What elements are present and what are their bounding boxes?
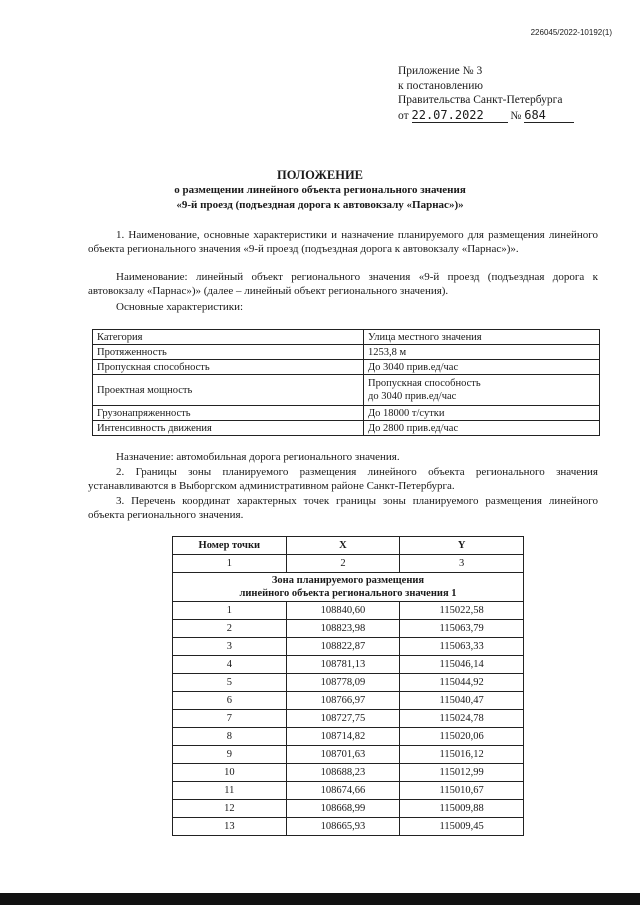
paragraph-2-text: Наименование: линейный объект регионального значения «9-й проезд (подъездная дорога к автовокзалу «Парнас»)» (далее – линейный объект регионального значения).: [88, 271, 598, 297]
paragraph-4-text: Назначение: автомобильная дорога регионального значения.: [116, 451, 400, 463]
x-value: 108840,60: [286, 602, 400, 620]
appendix-date: 22.07.2022: [412, 108, 508, 124]
char-value: Улица местного значения: [364, 330, 600, 345]
table-row: [93, 421, 600, 436]
y-value: 115009,45: [400, 818, 524, 836]
zone-title-line-1: Зона планируемого размещения: [271, 575, 425, 586]
char-value: 1253,8 м: [364, 345, 600, 360]
char-name: Проектная мощность: [93, 375, 364, 406]
x-value: 108665,93: [286, 818, 400, 836]
x-value: 108766,97: [286, 692, 400, 710]
paragraph-2: [88, 270, 598, 298]
char-name: Интенсивность движения: [93, 421, 364, 436]
table-row: [173, 656, 524, 674]
coordinates-table: [172, 536, 524, 836]
point-number: 9: [173, 746, 287, 764]
x-value: 108727,75: [286, 710, 400, 728]
x-value: 108778,09: [286, 674, 400, 692]
table-row: [173, 692, 524, 710]
scan-bottom-edge: [0, 893, 640, 905]
point-number: 6: [173, 692, 287, 710]
table-row: [173, 728, 524, 746]
y-value: 115009,88: [400, 800, 524, 818]
y-value: 115020,06: [400, 728, 524, 746]
point-number: 3: [173, 638, 287, 656]
char-value: До 2800 прив.ед/час: [364, 421, 600, 436]
x-value: 108701,63: [286, 746, 400, 764]
header-point-number: Номер точки: [173, 537, 287, 555]
y-value: 115063,33: [400, 638, 524, 656]
paragraph-6: [88, 494, 598, 522]
table-row: [173, 602, 524, 620]
char-value-line-1: Пропускная способность: [368, 378, 481, 389]
appendix-line-2: к постановлению: [398, 79, 483, 92]
header-y: Y: [400, 537, 524, 555]
table-row: [173, 674, 524, 692]
table-row: [93, 360, 600, 375]
index-cell: 2: [286, 555, 400, 573]
char-value-line-2: до 3040 прив.ед/час: [368, 391, 457, 402]
char-value: До 18000 т/сутки: [364, 406, 600, 421]
point-number: 5: [173, 674, 287, 692]
table-row: [173, 800, 524, 818]
point-number: 13: [173, 818, 287, 836]
zone-title-line-2: линейного объекта регионального значения 1: [239, 588, 457, 599]
x-value: 108822,87: [286, 638, 400, 656]
paragraph-3-text: Основные характеристики:: [116, 301, 244, 313]
x-value: 108668,99: [286, 800, 400, 818]
paragraph-5-text: 2. Границы зоны планируемого размещения линейного объекта регионального значения устанавливаются в Выборгском административном районе Санкт-Петербурга.: [88, 466, 598, 492]
table-row: [173, 764, 524, 782]
zone-title: [173, 573, 524, 602]
appendix-date-line: [398, 108, 574, 124]
paragraph-1: [88, 228, 598, 256]
char-name: Пропускная способность: [93, 360, 364, 375]
table-row: [173, 818, 524, 836]
y-value: 115016,12: [400, 746, 524, 764]
x-value: 108781,13: [286, 656, 400, 674]
char-name: Категория: [93, 330, 364, 345]
y-value: 115024,78: [400, 710, 524, 728]
point-number: 12: [173, 800, 287, 818]
char-value: До 3040 прив.ед/час: [364, 360, 600, 375]
table-row: [93, 375, 600, 406]
appendix-number: 684: [524, 108, 574, 124]
y-value: 115063,79: [400, 620, 524, 638]
table-header-row: [173, 537, 524, 555]
table-row: [173, 638, 524, 656]
document-subtitle-2: «9-й проезд (подъездная дорога к автовокзалу «Парнас»)»: [176, 199, 464, 211]
table-row: [173, 746, 524, 764]
header-x: X: [286, 537, 400, 555]
paragraph-4: [88, 450, 598, 464]
point-number: 1: [173, 602, 287, 620]
appendix-no-label: №: [510, 109, 522, 122]
y-value: 115040,47: [400, 692, 524, 710]
appendix-line-3: Правительства Санкт-Петербурга: [398, 94, 563, 106]
point-number: 2: [173, 620, 287, 638]
paragraph-3: [88, 300, 598, 314]
index-cell: 3: [400, 555, 524, 573]
point-number: 4: [173, 656, 287, 674]
y-value: 115010,67: [400, 782, 524, 800]
document-number: 226045/2022-10192(1): [530, 28, 612, 37]
y-value: 115046,14: [400, 656, 524, 674]
table-row: [173, 782, 524, 800]
appendix-line-1: Приложение № 3: [398, 65, 483, 77]
char-name: Протяженность: [93, 345, 364, 360]
paragraph-1-text: 1. Наименование, основные характеристики и назначение планируемого для размещения линейного объекта регионального значения «9-й проезд (подъездная дорога к автовокзалу «Парнас»)».: [88, 229, 598, 255]
x-value: 108823,98: [286, 620, 400, 638]
x-value: 108714,82: [286, 728, 400, 746]
appendix-from-label: от: [398, 109, 409, 122]
point-number: 8: [173, 728, 287, 746]
table-row: [93, 330, 600, 345]
y-value: 115044,92: [400, 674, 524, 692]
table-row: [93, 345, 600, 360]
point-number: 10: [173, 764, 287, 782]
x-value: 108674,66: [286, 782, 400, 800]
table-row: [93, 406, 600, 421]
table-row: [173, 710, 524, 728]
y-value: 115022,58: [400, 602, 524, 620]
table-index-row: [173, 555, 524, 573]
point-number: 11: [173, 782, 287, 800]
document-subtitle-1: о размещении линейного объекта регионального значения: [174, 184, 466, 196]
table-row: [173, 620, 524, 638]
characteristics-table: [92, 329, 600, 436]
document-title: ПОЛОЖЕНИЕ: [276, 168, 364, 182]
char-name: Грузонапряженность: [93, 406, 364, 421]
index-cell: 1: [173, 555, 287, 573]
y-value: 115012,99: [400, 764, 524, 782]
char-value: [364, 375, 600, 406]
paragraph-6-text: 3. Перечень координат характерных точек границы зоны планируемого размещения линейного объекта регионального значения.: [88, 495, 598, 521]
zone-row: [173, 573, 524, 602]
x-value: 108688,23: [286, 764, 400, 782]
appendix-block: [398, 64, 574, 123]
point-number: 7: [173, 710, 287, 728]
paragraph-5: [88, 465, 598, 493]
